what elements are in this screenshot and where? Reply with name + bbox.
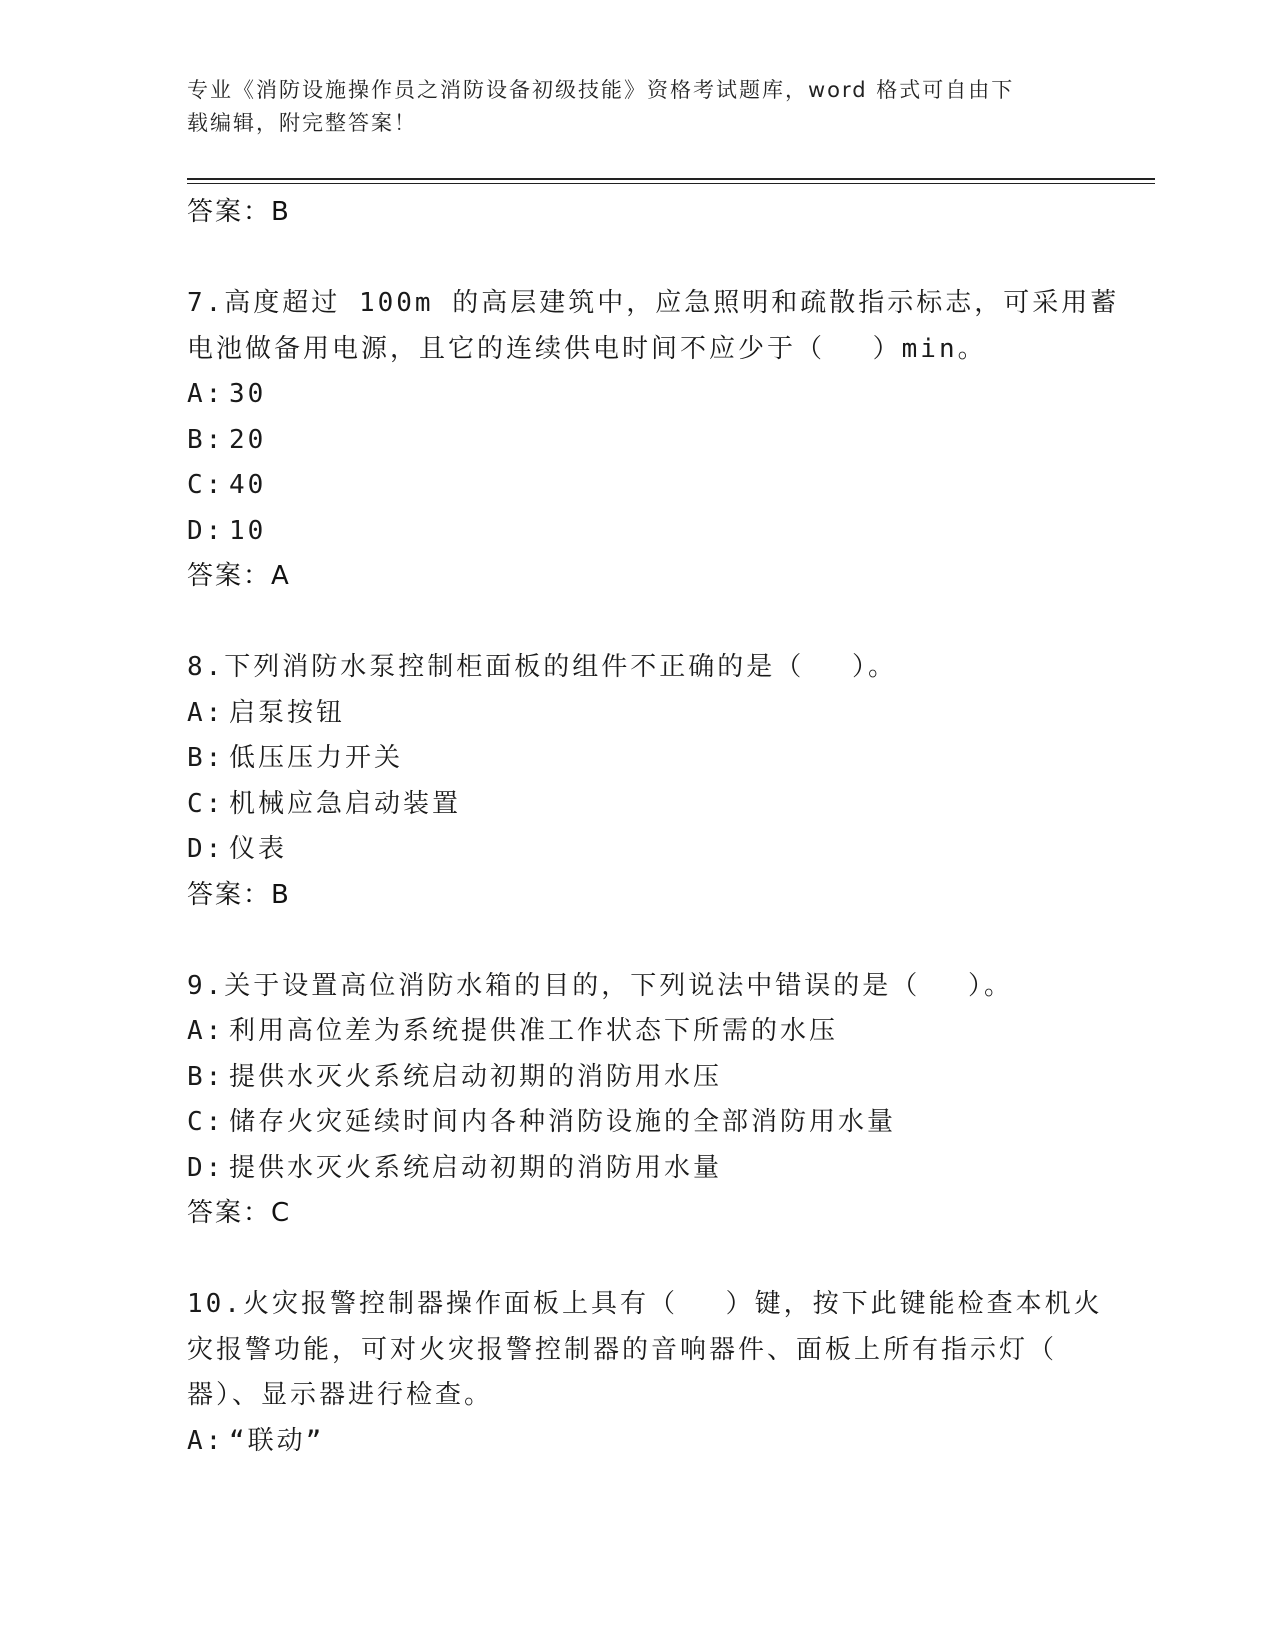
option-a [187, 691, 1087, 737]
header-line-1: 专业《消防设施操作员之消防设备初级技能》资格考试题库，word 格式可自由下 [187, 78, 1015, 102]
option-text: 提供水灭火系统启动初期的消防用水压 [229, 1061, 723, 1092]
option-d [187, 1146, 1087, 1192]
spacer [187, 236, 1087, 282]
option-label: D: [187, 515, 225, 546]
option-d [187, 509, 1087, 555]
option-label: D: [187, 1152, 225, 1183]
option-text: 提供水灭火系统启动初期的消防用水量 [229, 1152, 723, 1183]
option-label: A: [187, 697, 225, 728]
option-label: C: [187, 1107, 225, 1137]
option-label: D: [187, 834, 225, 864]
option-b [187, 736, 1087, 782]
question-9-text-line-1: 9.关于设置高位消防水箱的目的，下列说法中错误的是（ ）。 [187, 970, 1013, 1001]
question-9 [187, 964, 1087, 1237]
header-divider-thick [187, 178, 1155, 180]
header-divider-thin [187, 183, 1155, 184]
question-10-text-line-3: 器）、显示器进行检查。 [187, 1380, 494, 1410]
option-text: 20 [229, 424, 267, 455]
option-text: 10 [229, 515, 267, 546]
option-c [187, 463, 1087, 509]
option-text: 利用高位差为系统提供准工作状态下所需的水压 [229, 1016, 839, 1046]
option-text: 40 [229, 470, 267, 500]
option-text: 仪表 [229, 834, 288, 864]
option-a [187, 1419, 1087, 1465]
option-b [187, 1055, 1087, 1101]
option-b [187, 418, 1087, 464]
option-text: “联动” [229, 1425, 325, 1456]
option-label: B: [187, 743, 225, 773]
question-8-answer: 答案：B [187, 879, 291, 910]
option-label: B: [187, 424, 225, 455]
header-line-2: 载编辑，附完整答案！ [187, 111, 417, 135]
question-10-text-line-1: 10.火灾报警控制器操作面板上具有（ ）键，按下此键能检查本机火 [187, 1289, 1103, 1319]
question-10-text-line-2: 灾报警功能，可对火灾报警控制器的音响器件、面板上所有指示灯（ [187, 1334, 1058, 1365]
option-text: 低压压力开关 [229, 743, 404, 773]
option-a [187, 1009, 1087, 1055]
option-c [187, 1100, 1087, 1146]
spacer [187, 918, 1087, 964]
option-text: 启泵按钮 [229, 697, 346, 728]
option-a [187, 372, 1087, 418]
option-label: C: [187, 788, 225, 819]
option-text: 储存火灾延续时间内各种消防设施的全部消防用水量 [229, 1107, 897, 1137]
option-c [187, 782, 1087, 828]
option-label: A: [187, 1016, 225, 1046]
option-label: C: [187, 470, 225, 500]
option-label: A: [187, 379, 225, 409]
question-7-text-line-2: 电池做备用电源，且它的连续供电时间不应少于（ ）min。 [187, 333, 987, 364]
question-7-answer: 答案：A [187, 561, 291, 591]
option-text: 30 [229, 379, 267, 409]
question-8-text-line-1: 8.下列消防水泵控制柜面板的组件不正确的是（ ）。 [187, 652, 897, 682]
answer-previous: 答案：B [187, 197, 291, 227]
spacer [187, 1237, 1087, 1283]
question-list [187, 190, 1120, 1464]
question-10 [187, 1282, 1103, 1464]
option-d [187, 827, 1087, 873]
option-text: 机械应急启动装置 [229, 788, 462, 819]
option-label: B: [187, 1061, 225, 1092]
spacer [187, 600, 1087, 646]
option-label: A: [187, 1425, 225, 1456]
question-7 [187, 281, 1120, 600]
question-8 [187, 645, 1087, 918]
question-7-text-line-1: 7.高度超过 100m 的高层建筑中，应急照明和疏散指示标志，可采用蓄 [187, 288, 1120, 318]
question-9-answer: 答案：C [187, 1198, 292, 1228]
document-header [187, 74, 1067, 140]
